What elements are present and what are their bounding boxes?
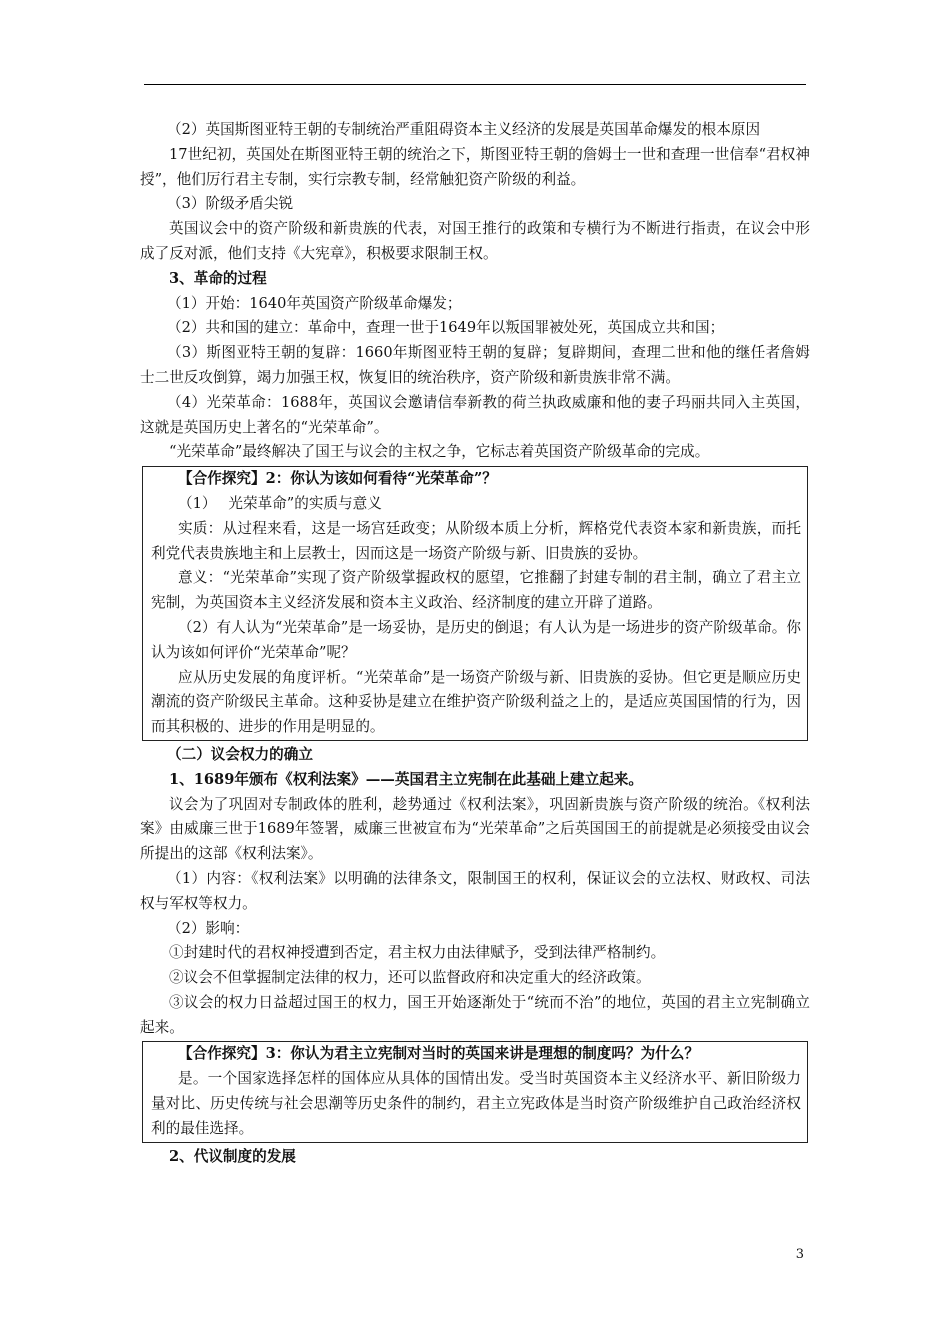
paragraph: 是。一个国家选择怎样的国体应从具体的国情出发。受当时英国资本主义经济水平、新旧阶级力量对比、历史传统与社会思潮等历史条件的制约，君主立宪政体是当时资产阶级维护自己政治经济权利的最佳选择。 — [151, 1070, 801, 1137]
paragraph: 实质：从过程来看，这是一场宫廷政变；从阶级本质上分析，辉格党代表资本家和新贵族，而托利党代表贵族地主和上层教士，因而这是一场资产阶级与新、旧贵族的妥协。 — [151, 519, 801, 562]
subheading: （2）影响： — [167, 919, 250, 937]
inquiry-question: 【合作探究】2：你认为该如何看待“光荣革命”？ — [178, 470, 497, 488]
inquiry-question: 【合作探究】3：你认为君主立宪制对当时的英国来讲是理想的制度吗？为什么？ — [178, 1045, 699, 1063]
section-heading: 3、革命的过程 — [169, 269, 267, 287]
section-heading: 1、1689年颁布《权利法案》——英国君主立宪制在此基础上建立起来。 — [169, 770, 643, 788]
list-item: ③议会的权力日益超过国王的权力，国王开始逐渐处于“统而不治”的地位，英国的君主立宪制确立起来。 — [140, 993, 810, 1036]
paragraph: 英国议会中的资产阶级和新贵族的代表，对国王推行的政策和专横行为不断进行指责，在议会中形成了反对派，他们支持《大宪章》，积极要求限制王权。 — [140, 220, 810, 262]
subheading: （3）阶级矛盾尖锐 — [167, 195, 294, 213]
paragraph: （2）有人认为“光荣革命”是一场妥协，是历史的倒退；有人认为是一场进步的资产阶级革命。你认为该如何评价“光荣革命”呢？ — [151, 618, 801, 661]
paragraph: 意义：“光荣革命”实现了资产阶级掌握政权的愿望，它推翻了封建专制的君主制，确立了君主立宪制，为英国资本主义经济发展和资本主义政治、经济制度的建立开辟了道路。 — [151, 569, 801, 612]
inquiry-box-2 — [142, 466, 808, 741]
paragraph: （1）内容：《权利法案》以明确的法律条文，限制国王的权利，保证议会的立法权、财政权、司法权与军权等权力。 — [140, 869, 810, 912]
list-item: （2）共和国的建立：革命中，查理一世于1649年以叛国罪被处死，英国成立共和国； — [167, 319, 725, 337]
paragraph: （2）英国斯图亚特王朝的专制统治严重阻碍资本主义经济的发展是英国革命爆发的根本原因 — [167, 121, 761, 138]
section-heading: 2、代议制度的发展 — [169, 1147, 296, 1165]
list-item: ①封建时代的君权神授遭到否定，君主权力由法律赋予，受到法律严格制约。 — [169, 944, 666, 962]
inquiry-box-3 — [142, 1041, 808, 1142]
section-heading: （二）议会权力的确立 — [167, 745, 313, 763]
subheading: （1） 光荣革命”的实质与意义 — [178, 494, 382, 512]
paragraph: “光荣革命”最终解决了国王与议会的主权之争，它标志着英国资产阶级革命的完成。 — [169, 443, 710, 461]
header-rule — [144, 84, 806, 85]
paragraph: 议会为了巩固对专制政体的胜利，趁势通过《权利法案》，巩固新贵族与资产阶级的统治。《权利法案》由威廉三世于1689年签署，威廉三世被宣布为“光荣革命”之后英国国王的前提就是必须接受由议会所提出的这部《权利法案》。 — [140, 795, 810, 863]
list-item: ②议会不但掌握制定法律的权力，还可以监督政府和决定重大的经济政策。 — [169, 969, 651, 987]
paragraph: 17世纪初，英国处在斯图亚特王朝的统治之下，斯图亚特王朝的詹姆士一世和查理一世信奉“君权神授”，他们厉行君主专制，实行宗教专制，经常触犯资产阶级的利益。 — [140, 145, 810, 188]
page-number: 3 — [795, 1247, 804, 1262]
list-item: （4）光荣革命：1688年，英国议会邀请信奉新教的荷兰执政威廉和他的妻子玛丽共同入主英国，这就是英国历史上著名的“光荣革命”。 — [140, 393, 810, 436]
list-item: （1）开始：1640年英国资产阶级革命爆发； — [167, 294, 462, 312]
list-item: （3）斯图亚特王朝的复辟：1660年斯图亚特王朝的复辟；复辟期间，查理二世和他的继任者詹姆士二世反攻倒算，竭力加强王权，恢复旧的统治秩序，资产阶级和新贵族非常不满。 — [140, 344, 810, 386]
document-body — [140, 118, 810, 1169]
paragraph: 应从历史发展的角度评析。“光荣革命”是一场资产阶级与新、旧贵族的妥协。但它更是顺应历史潮流的资产阶级民主革命。这种妥协是建立在维护资产阶级利益之上的，是适应英国国情的行为，因而其积极的、进步的作用是明显的。 — [151, 668, 801, 736]
